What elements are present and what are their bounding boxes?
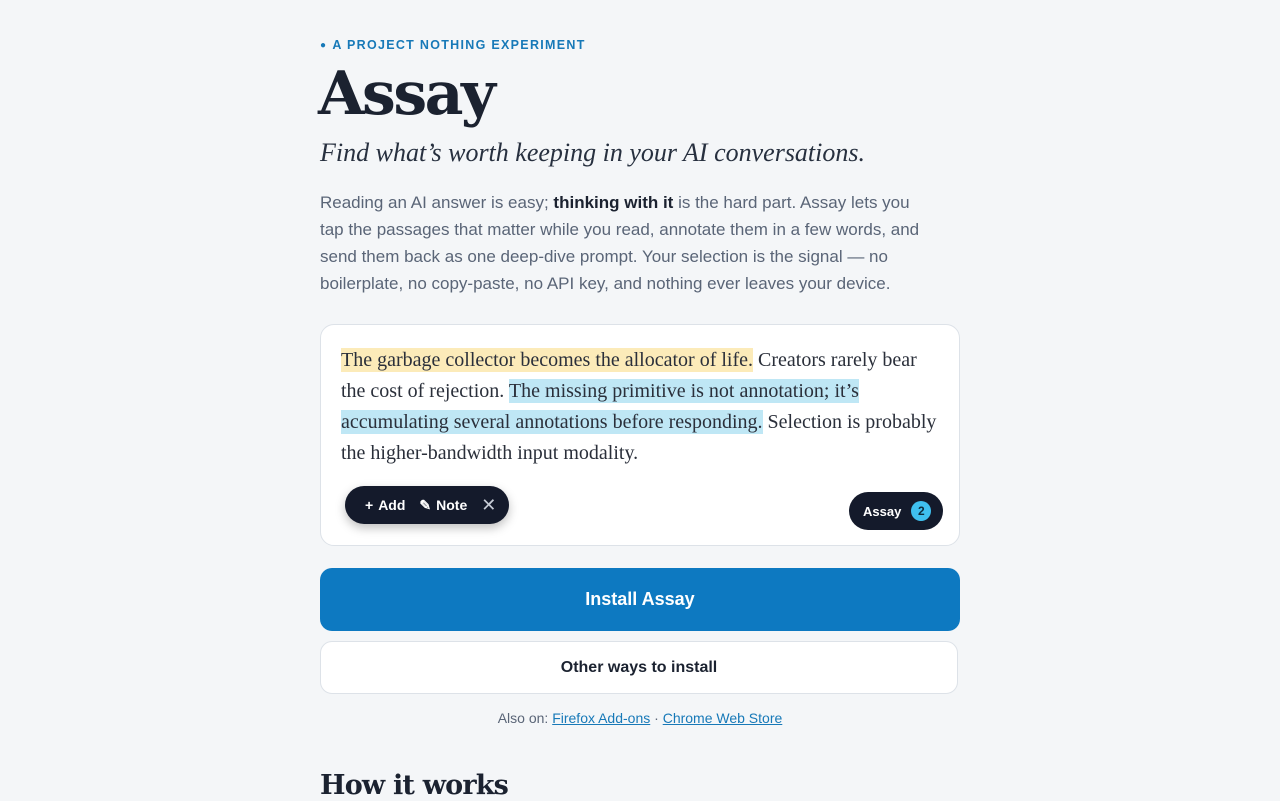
tagline: Find what’s worth keeping in your AI conversations. [320,138,865,167]
install-button[interactable]: Install Assay [320,568,960,631]
add-label: Add [378,497,406,513]
page-title: Assay [318,59,494,129]
demo-passage [341,345,941,469]
intro-text-after: is the hard part. Assay lets you tap the passages that matter while you read, annotate them in a few words, and send them back as one deep-dive prompt. Your selection is the signal — no boilerplate, no copy-paste, no API key, and nothing ever leaves your device. [320,193,920,293]
selection-toolbar [345,486,509,524]
link-separator: · [650,710,663,726]
intro-paragraph [320,189,932,297]
selection-count-badge: 2 [911,501,931,521]
highlighted-passage-2[interactable]: The missing primitive is not annotation; it’s accumulating several annotations before responding. [341,380,859,433]
plus-icon: + [365,497,374,513]
assay-pill-button[interactable] [849,492,943,530]
firefox-addons-link[interactable]: Firefox Add-ons [552,710,651,726]
kicker-dot-icon: ● [320,40,328,51]
note-button[interactable] [419,497,467,514]
demo-card [320,324,960,546]
close-icon[interactable]: ✕ [481,494,497,515]
assay-pill-label: Assay [863,503,902,519]
how-it-works-heading: How it works [320,770,509,801]
other-install-button[interactable]: Other ways to install [320,641,958,694]
demo-text-2: Selection is probably the higher-bandwidth input modality. [341,411,937,464]
also-prefix: Also on: [497,710,553,726]
add-button[interactable] [365,497,405,513]
project-kicker [320,38,586,52]
demo-text-1: Creators rarely bear the cost of rejection. [341,349,917,402]
chrome-web-store-link[interactable]: Chrome Web Store [662,710,783,726]
pencil-icon: ✎ [419,496,432,513]
intro-emphasis: thinking with it [553,193,674,212]
kicker-text: A PROJECT NOTHING EXPERIMENT [332,38,586,52]
highlighted-passage-1[interactable]: The garbage collector becomes the allocator of life. [341,349,754,371]
also-available [320,710,960,726]
note-label: Note [436,497,468,513]
intro-text-before: Reading an AI answer is easy; [320,193,554,212]
